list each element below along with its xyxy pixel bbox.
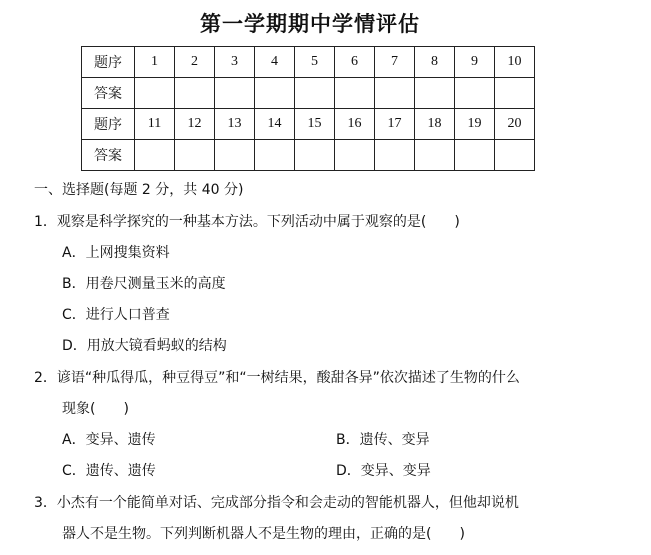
answer-cell[interactable] bbox=[135, 140, 175, 171]
answer-cell[interactable] bbox=[175, 140, 215, 171]
question-number: 17 bbox=[375, 109, 415, 140]
table-row bbox=[82, 78, 535, 109]
option-a: A．上网搜集资料 bbox=[62, 245, 170, 261]
table-row bbox=[82, 109, 535, 140]
question-number: 13 bbox=[215, 109, 255, 140]
question-number: 3 bbox=[215, 47, 255, 78]
answer-cell[interactable] bbox=[415, 78, 455, 109]
question-number: 8 bbox=[415, 47, 455, 78]
question-stem: 3．小杰有一个能简单对话、完成部分指令和会走动的智能机器人，但他却说机 bbox=[34, 495, 519, 511]
question-stem: 2．谚语“种瓜得瓜，种豆得豆”和“一树结果，酸甜各异”依次描述了生物的什么 bbox=[34, 370, 520, 386]
answer-cell[interactable] bbox=[215, 140, 255, 171]
question-number: 4 bbox=[255, 47, 295, 78]
question-stem-continued: 现象( ) bbox=[62, 401, 129, 417]
section-heading: 一、选择题(每题 2 分，共 40 分) bbox=[34, 182, 244, 198]
option-c: C．遗传、遗传 bbox=[62, 463, 156, 479]
answer-label: 答案 bbox=[82, 78, 135, 109]
table-row bbox=[82, 140, 535, 171]
option-d: D．变异、变异 bbox=[336, 463, 431, 479]
question-number: 1 bbox=[135, 47, 175, 78]
question-number: 2 bbox=[175, 47, 215, 78]
answer-cell[interactable] bbox=[455, 140, 495, 171]
header-label: 题序 bbox=[82, 47, 135, 78]
answer-cell[interactable] bbox=[175, 78, 215, 109]
option-b: B．遗传、变异 bbox=[336, 432, 430, 448]
option-d: D．用放大镜看蚂蚁的结构 bbox=[62, 338, 227, 354]
question-number: 6 bbox=[335, 47, 375, 78]
answer-label: 答案 bbox=[82, 140, 135, 171]
answer-cell[interactable] bbox=[495, 140, 535, 171]
header-label: 题序 bbox=[82, 109, 135, 140]
option-b: B．用卷尺测量玉米的高度 bbox=[62, 276, 226, 292]
question-number: 16 bbox=[335, 109, 375, 140]
question-number: 12 bbox=[175, 109, 215, 140]
option-a: A．变异、遗传 bbox=[62, 432, 156, 448]
question-number: 14 bbox=[255, 109, 295, 140]
page-title: 第一学期期中学情评估 bbox=[200, 12, 420, 36]
question-number: 18 bbox=[415, 109, 455, 140]
question-number: 19 bbox=[455, 109, 495, 140]
answer-cell[interactable] bbox=[375, 140, 415, 171]
question-number: 20 bbox=[495, 109, 535, 140]
answer-cell[interactable] bbox=[495, 78, 535, 109]
question-number: 7 bbox=[375, 47, 415, 78]
option-c: C．进行人口普查 bbox=[62, 307, 170, 323]
question-number: 5 bbox=[295, 47, 335, 78]
answer-cell[interactable] bbox=[255, 140, 295, 171]
answer-cell[interactable] bbox=[415, 140, 455, 171]
question-number: 9 bbox=[455, 47, 495, 78]
answer-cell[interactable] bbox=[215, 78, 255, 109]
answer-cell[interactable] bbox=[255, 78, 295, 109]
answer-cell[interactable] bbox=[335, 140, 375, 171]
answer-cell[interactable] bbox=[455, 78, 495, 109]
answer-cell[interactable] bbox=[135, 78, 175, 109]
answer-cell[interactable] bbox=[335, 78, 375, 109]
question-stem-continued: 器人不是生物。下列判断机器人不是生物的理由，正确的是( ) bbox=[62, 526, 465, 542]
answer-cell[interactable] bbox=[375, 78, 415, 109]
answer-cell[interactable] bbox=[295, 78, 335, 109]
question-number: 10 bbox=[495, 47, 535, 78]
question-number: 11 bbox=[135, 109, 175, 140]
table-row bbox=[82, 47, 535, 78]
question-stem: 1．观察是科学探究的一种基本方法。下列活动中属于观察的是( ) bbox=[34, 214, 460, 230]
answer-cell[interactable] bbox=[295, 140, 335, 171]
answer-table bbox=[81, 46, 535, 171]
question-number: 15 bbox=[295, 109, 335, 140]
